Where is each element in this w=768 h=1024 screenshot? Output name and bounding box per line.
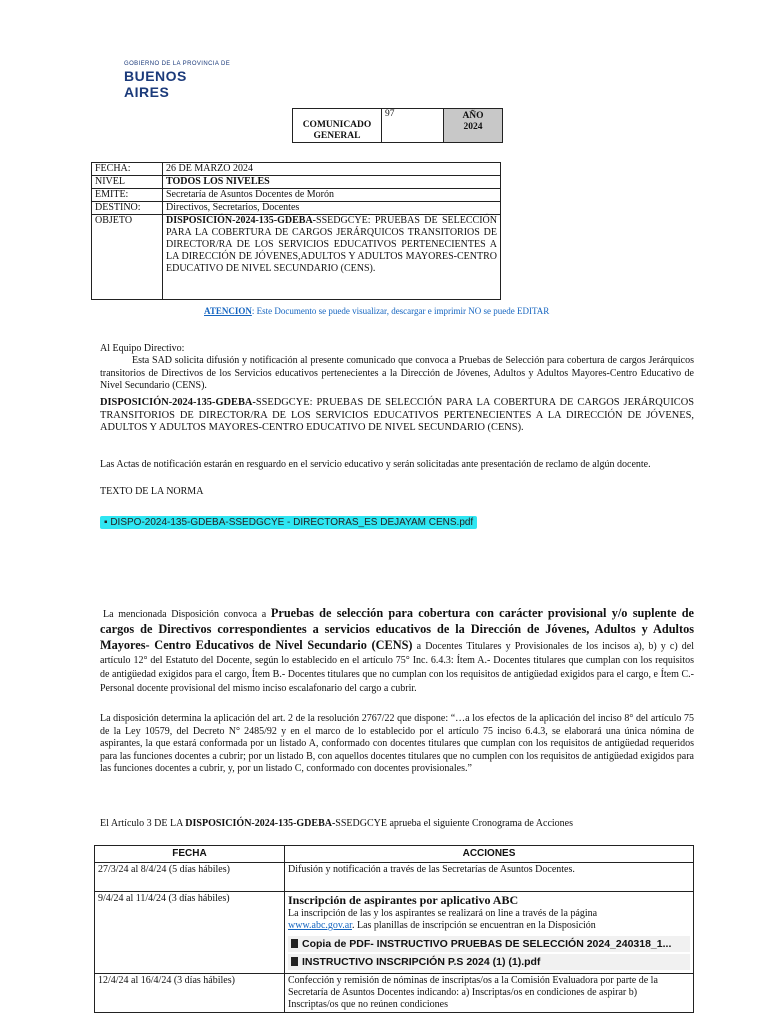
texto-norma: TEXTO DE LA NORMA: [100, 486, 204, 497]
paragraph-2: DISPOSICIÓN-2024-135-GDEBA-SSEDGCYE: PRUEBAS DE SELECCIÓN PARA LA COBERTURA DE CARGOS JERÁRQUICOS TRANSITORIOS DE DIRECTOR/RA DE LOS SERVICIOS EDUCATIVOS PERTENECIENTES A LA DIRECCIÓN DE JÓVENES, ADULTOS Y ADULTOS MAYORES-CENTRO EDUCATIVO DE NIVEL SECUNDARIO (CENS).: [100, 397, 694, 434]
col-acciones-header: ACCIONES: [285, 846, 694, 863]
comunicado-header: [292, 108, 503, 143]
comunicado-number: 97: [382, 109, 444, 143]
anio-value: 2024: [463, 122, 483, 132]
fecha-label: FECHA:: [92, 163, 163, 176]
emite-label: EMITE:: [92, 189, 163, 202]
cronograma-table: [94, 845, 694, 1013]
table-row: 9/4/24 al 11/4/24 (3 días hábiles) Inscripción de aspirantes por aplicativo ABC La inscripción de las y los aspirantes se realizará on line a través de la página www.abc.gov.ar. Las planillas de inscripción se encuentran en la Disposición Copia de PDF- INSTRUCTIVO PRUEBAS DE SELECCIÓN 2024_240318_1... INSTRUCTIVO INSCRIPCIÓN P.S 2024 (1) (1).pdf: [95, 892, 694, 974]
pdf-attachment-link[interactable]: ▪ DISPO-2024-135-GDEBA-SSEDGCYE - DIRECTORAS_ES DEJAYAM CENS.pdf: [100, 516, 477, 529]
file-icon: ▪: [104, 517, 111, 528]
abc-link[interactable]: www.abc.gov.ar: [288, 920, 352, 931]
atencion-label: ATENCION: [204, 306, 252, 316]
logo-line2: BUENOS AIRES: [124, 68, 187, 100]
inscripcion-pdf-chip[interactable]: INSTRUCTIVO INSCRIPCIÓN P.S 2024 (1) (1).pdf: [288, 954, 690, 970]
paragraph-5: La disposición determina la aplicación del art. 2 de la resolución 2767/22 que dispone: “…a los efectos de la aplicación del inciso 8° del artículo 75 de la Ley 10579, del Decreto N° 2485/92 y en el marco de lo establecido por el artículo 75 inciso 6.4.3, se elaborará una única nómina de aspirantes, la que estará conformada por un listado A, conformado con docentes titulares que cumplan con los requisitos de antigüedad requeridos para las funciones docentes a cubrir; por un listado B, con aquellos docentes titulares que no cumplen con los requisitos de antigüedad exigidos para las funciones docentes a cubrir, y, por un listado C, conformado con docentes provisionales.”: [100, 713, 694, 775]
nivel-label: NIVEL: [92, 176, 163, 189]
destino-label: DESTINO:: [92, 202, 163, 215]
instructivo-pdf-chip[interactable]: Copia de PDF- INSTRUCTIVO PRUEBAS DE SELECCIÓN 2024_240318_1...: [288, 936, 690, 952]
paragraph-1: Esta SAD solicita difusión y notificación al presente comunicado que convoca a Pruebas de Selección para cobertura de cargos Jerárquicos transitorios de Directivos de los Servicios educativos pertenecientes a la Dirección de Jóvenes, Adultos y Adultos Mayores-Centro Educativo de Nivel Secundario (CENS).: [100, 355, 694, 392]
nivel-value: TODOS LOS NIVELES: [163, 176, 501, 189]
paragraph-6: El Artículo 3 DE LA DISPOSICIÓN-2024-135-GDEBA-SSEDGCYE aprueba el siguiente Cronograma de Acciones: [100, 818, 574, 829]
fecha-value: 26 DE MARZO 2024: [163, 163, 501, 176]
emite-value: Secretaría de Asuntos Docentes de Morón: [163, 189, 501, 202]
atencion-notice: ATENCION: Este Documento se puede visualizar, descargar e imprimir NO se puede EDITAR: [204, 306, 550, 316]
objeto-label: OBJETO: [92, 215, 163, 300]
inscripcion-title: Inscripción de aspirantes por aplicativo ABC: [288, 893, 519, 907]
saludo: Al Equipo Directivo:: [100, 343, 185, 354]
logo: [104, 48, 234, 100]
file-icon: [291, 939, 298, 948]
paragraph-4: La mencionada Disposición convoca a Pruebas de selección para cobertura con carácter provisional y/o suplente de cargos de Directivos correspondientes a servicios educativos de la Dirección de Jóvenes, Adultos y Adultos Mayores- Centro Educativos de Nivel Secundario (CENS) a Docentes Titulares y Provisionales de los incisos a), b) y c) del artículo 12° del Estatuto del Docente, según lo establecido en el artículo 75° Inc. 6.4.3: Ítem A.- Docentes titulares que cumplan con los requisitos de antigüedad exigidos para el cargo, Ítem B.- Docentes titulares que no cumplan con los requisitos de antigüedad exigidos para el cargo, e Ítem C.- Personal docente provisional del mismo inciso escalafonario del cargo a cubrir.: [100, 606, 694, 694]
destino-value: Directivos, Secretarios, Docentes: [163, 202, 501, 215]
comunicado-label: COMUNICADO GENERAL: [302, 120, 372, 141]
file-icon: [291, 957, 298, 966]
col-fecha-header: FECHA: [95, 846, 285, 863]
table-row: 12/4/24 al 16/4/24 (3 días hábiles) Confección y remisión de nóminas de inscriptas/os a la Comisión Evaluadora por parte de la Secretaría de Asuntos Docentes indicando: a) Inscriptas/os en condiciones de aspirar b) Inscriptas/os que no reúnen condiciones: [95, 974, 694, 1013]
objeto-value: DISPOSICIÓN-2024-135-GDEBA-SSEDGCYE: PRUEBAS DE SELECCIÓN PARA LA COBERTURA DE CARGOS JERÁRQUICOS TRANSITORIOS DE DIRECTOR/RA DE LOS SERVICIOS EDUCATIVOS PERTENECIENTES A LA DIRECCIÓN DE JÓVENES,ADULTOS Y ADULTOS MAYORES-CENTRO EDUCATIVO DE NIVEL SECUNDARIO (CENS).: [163, 215, 501, 300]
info-table: [91, 162, 501, 300]
anio-label: AÑO: [462, 111, 484, 121]
logo-line1: GOBIERNO DE LA PROVINCIA DE: [124, 61, 231, 67]
table-row: 27/3/24 al 8/4/24 (5 días hábiles) Difusión y notificación a través de las Secretarías de Asuntos Docentes.: [95, 863, 694, 892]
paragraph-3: Las Actas de notificación estarán en resguardo en el servicio educativo y serán solicitadas ante presentación de reclamo de algún docente.: [100, 459, 651, 470]
